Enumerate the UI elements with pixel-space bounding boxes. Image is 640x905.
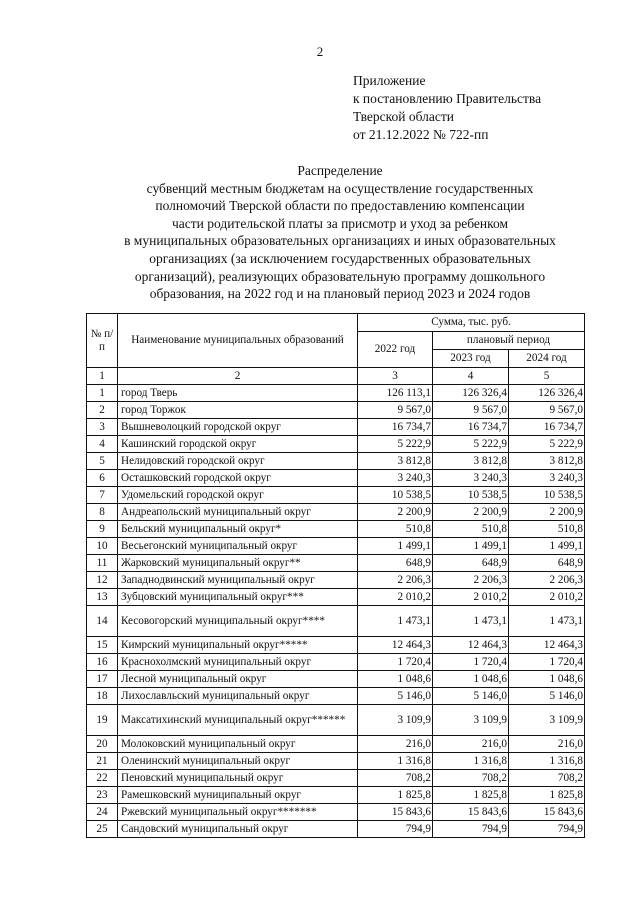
column-number: 2 <box>118 368 358 385</box>
municipality-name: Краснохолмский муниципальный округ <box>118 654 358 671</box>
row-number: 6 <box>87 470 118 487</box>
value-2023: 1 048,6 <box>433 671 509 688</box>
value-2023: 1 473,1 <box>433 606 509 637</box>
title-line: части родительской платы за присмотр и уход за ребенком <box>171 215 509 231</box>
value-2023: 16 734,7 <box>433 419 509 436</box>
municipality-name: Максатихинский муниципальный округ****** <box>118 705 358 736</box>
appendix-line: к постановлению Правительства <box>353 91 542 106</box>
row-number: 16 <box>87 654 118 671</box>
appendix-line: Приложение <box>353 73 426 88</box>
distribution-table <box>86 313 585 838</box>
value-2023: 15 843,6 <box>433 804 509 821</box>
header-year-2023: 2023 год <box>433 350 509 368</box>
value-2023: 9 567,0 <box>433 402 509 419</box>
value-2023: 3 240,3 <box>433 470 509 487</box>
municipality-name: Сандовский муниципальный округ <box>118 821 358 838</box>
value-2022: 1 048,6 <box>358 671 433 688</box>
header-planned: плановый период <box>433 332 585 350</box>
value-2023: 216,0 <box>433 736 509 753</box>
municipality-name: Весьегонский муниципальный округ <box>118 538 358 555</box>
appendix-block <box>353 72 541 144</box>
table-row <box>87 654 585 671</box>
value-2023: 5 222,9 <box>433 436 509 453</box>
value-2024: 1 473,1 <box>509 606 585 637</box>
municipality-name: Кашинский городской округ <box>118 436 358 453</box>
table-row <box>87 470 585 487</box>
header-year-2024: 2024 год <box>509 350 585 368</box>
value-2024: 3 240,3 <box>509 470 585 487</box>
row-number: 10 <box>87 538 118 555</box>
value-2024: 10 538,5 <box>509 487 585 504</box>
value-2024: 5 146,0 <box>509 688 585 705</box>
value-2023: 12 464,3 <box>433 637 509 654</box>
municipality-name: Бельский муниципальный округ* <box>118 521 358 538</box>
table-row <box>87 555 585 572</box>
municipality-name: Кесовогорский муниципальный округ**** <box>118 606 358 637</box>
title-line: организаций), реализующих образовательную программу дошкольного <box>134 268 546 284</box>
value-2023: 3 109,9 <box>433 705 509 736</box>
value-2023: 1 316,8 <box>433 753 509 770</box>
title-line: полномочий Тверской области по предоставлению компенсации <box>155 198 525 214</box>
municipality-name: Зубцовский муниципальный округ*** <box>118 589 358 606</box>
value-2022: 1 499,1 <box>358 538 433 555</box>
column-number: 3 <box>358 368 433 385</box>
municipality-name: город Торжок <box>118 402 358 419</box>
row-number: 21 <box>87 753 118 770</box>
table-row <box>87 688 585 705</box>
header-sum: Сумма, тыс. руб. <box>358 314 585 332</box>
value-2023: 5 146,0 <box>433 688 509 705</box>
table-row <box>87 436 585 453</box>
value-2024: 794,9 <box>509 821 585 838</box>
municipality-name: Андреапольский муниципальный округ <box>118 504 358 521</box>
table-row <box>87 589 585 606</box>
municipality-name: Оленинский муниципальный округ <box>118 753 358 770</box>
value-2022: 3 812,8 <box>358 453 433 470</box>
value-2022: 5 146,0 <box>358 688 433 705</box>
value-2024: 16 734,7 <box>509 419 585 436</box>
table-row <box>87 385 585 402</box>
value-2023: 126 326,4 <box>433 385 509 402</box>
document-title <box>40 162 640 303</box>
value-2023: 1 499,1 <box>433 538 509 555</box>
value-2022: 2 206,3 <box>358 572 433 589</box>
table-row <box>87 402 585 419</box>
row-number: 20 <box>87 736 118 753</box>
row-number: 25 <box>87 821 118 838</box>
header-year-2022: 2022 год <box>358 332 433 368</box>
value-2024: 5 222,9 <box>509 436 585 453</box>
value-2023: 10 538,5 <box>433 487 509 504</box>
value-2024: 648,9 <box>509 555 585 572</box>
table-row <box>87 705 585 736</box>
value-2022: 1 720,4 <box>358 654 433 671</box>
municipality-name: Удомельский городской округ <box>118 487 358 504</box>
title-line: Распределение <box>297 163 383 178</box>
header-num: № п/п <box>87 314 118 368</box>
value-2024: 2 206,3 <box>509 572 585 589</box>
table-row <box>87 572 585 589</box>
title-line: организациях (за исключением государственных образовательных <box>149 250 531 266</box>
value-2022: 648,9 <box>358 555 433 572</box>
value-2023: 708,2 <box>433 770 509 787</box>
row-number: 8 <box>87 504 118 521</box>
value-2023: 1 825,8 <box>433 787 509 804</box>
value-2024: 216,0 <box>509 736 585 753</box>
municipality-name: Кимрский муниципальный округ***** <box>118 637 358 654</box>
value-2023: 2 200,9 <box>433 504 509 521</box>
table-row <box>87 606 585 637</box>
municipality-name: Пеновский муниципальный округ <box>118 770 358 787</box>
row-number: 2 <box>87 402 118 419</box>
value-2022: 2 010,2 <box>358 589 433 606</box>
row-number: 13 <box>87 589 118 606</box>
municipality-name: Вышневолоцкий городской округ <box>118 419 358 436</box>
value-2024: 1 720,4 <box>509 654 585 671</box>
page-number: 2 <box>316 44 324 59</box>
row-number: 17 <box>87 671 118 688</box>
value-2022: 3 109,9 <box>358 705 433 736</box>
row-number: 9 <box>87 521 118 538</box>
value-2022: 1 316,8 <box>358 753 433 770</box>
value-2024: 510,8 <box>509 521 585 538</box>
value-2023: 794,9 <box>433 821 509 838</box>
row-number: 11 <box>87 555 118 572</box>
value-2022: 12 464,3 <box>358 637 433 654</box>
header-name: Наименование муниципальных образований <box>118 314 358 368</box>
table-row <box>87 419 585 436</box>
title-line: в муниципальных образовательных организациях и иных образовательных <box>124 233 556 249</box>
municipality-name: Лихославльский муниципальный округ <box>118 688 358 705</box>
value-2023: 2 010,2 <box>433 589 509 606</box>
value-2024: 1 499,1 <box>509 538 585 555</box>
value-2024: 1 048,6 <box>509 671 585 688</box>
table-row <box>87 736 585 753</box>
municipality-name: Западнодвинский муниципальный округ <box>118 572 358 589</box>
value-2023: 3 812,8 <box>433 453 509 470</box>
value-2022: 1 473,1 <box>358 606 433 637</box>
table-row <box>87 637 585 654</box>
value-2024: 12 464,3 <box>509 637 585 654</box>
value-2022: 708,2 <box>358 770 433 787</box>
column-number: 4 <box>433 368 509 385</box>
table-row <box>87 521 585 538</box>
value-2022: 794,9 <box>358 821 433 838</box>
row-number: 4 <box>87 436 118 453</box>
value-2022: 126 113,1 <box>358 385 433 402</box>
value-2024: 708,2 <box>509 770 585 787</box>
value-2024: 15 843,6 <box>509 804 585 821</box>
row-number: 23 <box>87 787 118 804</box>
table-row <box>87 453 585 470</box>
value-2022: 15 843,6 <box>358 804 433 821</box>
value-2022: 9 567,0 <box>358 402 433 419</box>
row-number: 1 <box>87 385 118 402</box>
row-number: 18 <box>87 688 118 705</box>
value-2022: 3 240,3 <box>358 470 433 487</box>
value-2022: 5 222,9 <box>358 436 433 453</box>
municipality-name: Нелидовский городской округ <box>118 453 358 470</box>
appendix-line: Тверской области <box>353 109 454 124</box>
value-2022: 2 200,9 <box>358 504 433 521</box>
title-line: образования, на 2022 год и на плановый период 2023 и 2024 годов <box>149 286 531 302</box>
value-2024: 3 109,9 <box>509 705 585 736</box>
row-number: 5 <box>87 453 118 470</box>
column-number-row <box>87 368 585 385</box>
value-2022: 510,8 <box>358 521 433 538</box>
row-number: 14 <box>87 606 118 637</box>
row-number: 12 <box>87 572 118 589</box>
title-line: субвенций местным бюджетам на осуществление государственных <box>146 180 534 196</box>
table-row <box>87 487 585 504</box>
row-number: 15 <box>87 637 118 654</box>
table-row <box>87 538 585 555</box>
table-row <box>87 671 585 688</box>
municipality-name: Жарковский муниципальный округ** <box>118 555 358 572</box>
value-2023: 1 720,4 <box>433 654 509 671</box>
municipality-name: Ржевский муниципальный округ******* <box>118 804 358 821</box>
municipality-name: Молоковский муниципальный округ <box>118 736 358 753</box>
value-2022: 1 825,8 <box>358 787 433 804</box>
table-row <box>87 504 585 521</box>
row-number: 3 <box>87 419 118 436</box>
value-2024: 1 825,8 <box>509 787 585 804</box>
column-number: 5 <box>509 368 585 385</box>
value-2022: 16 734,7 <box>358 419 433 436</box>
row-number: 22 <box>87 770 118 787</box>
value-2023: 2 206,3 <box>433 572 509 589</box>
value-2023: 510,8 <box>433 521 509 538</box>
column-number: 1 <box>87 368 118 385</box>
value-2024: 3 812,8 <box>509 453 585 470</box>
table-row <box>87 753 585 770</box>
value-2024: 9 567,0 <box>509 402 585 419</box>
municipality-name: Осташковский городской округ <box>118 470 358 487</box>
table-row <box>87 804 585 821</box>
value-2024: 2 200,9 <box>509 504 585 521</box>
row-number: 24 <box>87 804 118 821</box>
municipality-name: город Тверь <box>118 385 358 402</box>
row-number: 19 <box>87 705 118 736</box>
value-2024: 1 316,8 <box>509 753 585 770</box>
table-row <box>87 787 585 804</box>
municipality-name: Лесной муниципальный округ <box>118 671 358 688</box>
value-2022: 10 538,5 <box>358 487 433 504</box>
value-2024: 2 010,2 <box>509 589 585 606</box>
value-2023: 648,9 <box>433 555 509 572</box>
value-2022: 216,0 <box>358 736 433 753</box>
municipality-name: Рамешковский муниципальный округ <box>118 787 358 804</box>
table-row <box>87 770 585 787</box>
row-number: 7 <box>87 487 118 504</box>
appendix-line: от 21.12.2022 № 722-пп <box>353 127 489 142</box>
value-2024: 126 326,4 <box>509 385 585 402</box>
table-row <box>87 821 585 838</box>
